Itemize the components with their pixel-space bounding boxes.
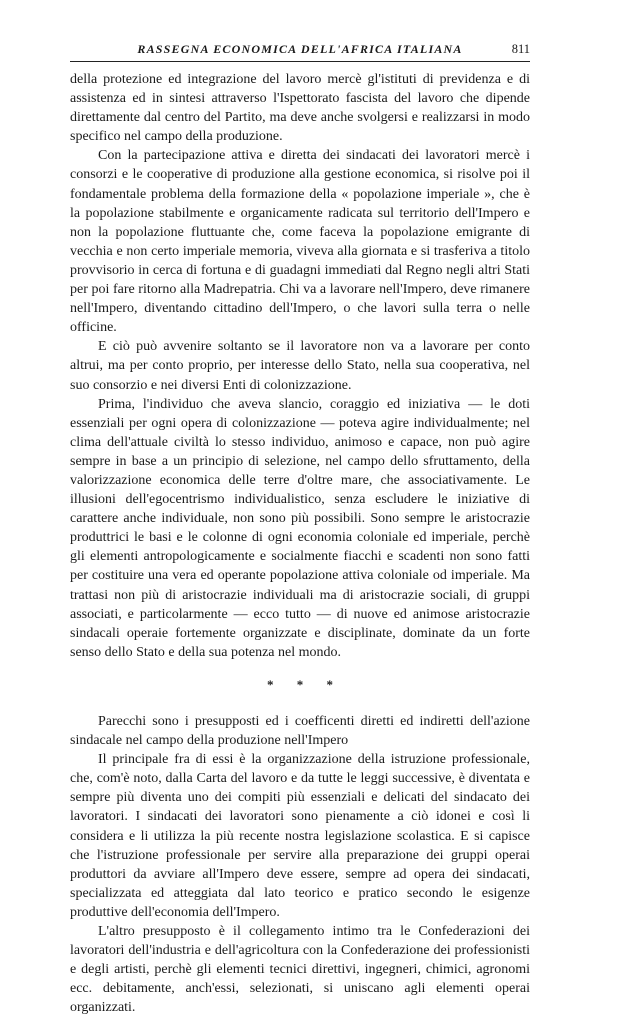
section-break-asterisks: * * * bbox=[267, 676, 343, 692]
paragraph: Prima, l'individuo che aveva slancio, coraggio ed iniziativa — le doti essenziali per ogni opera di colonizzazione — poteva agire individualmente; nel clima dell'attuale civiltà lo stesso individuo, animoso e capace, non può agire sempre in base a un principio di selezione, nel campo dello sfruttamento, della valorizzazione economica delle terre d'oltre mare, che associativamente. Le illusioni dell'egocentrismo individualistico, senza escludere le iniziative di carattere anche individuale, non sono più possibili. Sono sempre le aristocrazie produttrici le basi e le colonne di ogni economia coloniale ed imperiale, perchè gli elementi antropologicamente e socialmente fiacchi e scadenti non sono fatti per costituire una vera ed operante popolazione attiva coloniale od imperiale. Ma trattasi non più di aristocrazie individuali ma di aristocrazie sociali, di gruppi associati, e particolarmente — ecco tutto — di nuove ed animose aristocrazie sindacali operaie fortemente organizzate e disciplinate, dominate da un forte senso dello Stato e della sua potenza nel mondo. bbox=[70, 396, 530, 660]
paragraph-continuation: della protezione ed integrazione del lavoro mercè gl'istituti di previdenza e di assistenza ed in sintesi attraverso l'Ispettorato fascista del lavoro che dipende direttamente dal centro del Partito, ma deve anche svolgersi e realizzarsi in modo specifico nel campo della produzione. bbox=[70, 72, 530, 145]
header-rule bbox=[70, 61, 530, 62]
page-number: 811 bbox=[511, 42, 530, 56]
running-header bbox=[70, 40, 530, 62]
article-body bbox=[70, 70, 530, 1018]
paragraph: Il principale fra di essi è la organizzazione della istruzione professionale, che, com'è noto, dalla Carta del lavoro e da tutte le leggi successive, è diventata e sempre più diventa uno dei compiti più essenziali e delicati del sindacato dei lavoratori. I sindacati dei lavoratori sono pienamente a ciò idonei e così li considera e li utilizza la più recente nostra legislazione scolastica. E si capisce che l'istruzione professionale per servire alla preparazione dei gruppi operai produttori da avviare all'Impero deve essere, sempre ad opera dei sindacati, specializzata ed atteggiata dal lato teorico e pratico secondo le esigenze produttive dell'economia dell'Impero. bbox=[70, 752, 530, 920]
paragraph: E ciò può avvenire soltanto se il lavoratore non va a lavorare per conto altrui, ma per conto proprio, per interesse dello Stato, nella sua cooperativa, nel suo consorzio e nei diversi Enti di colonizzazione. bbox=[70, 339, 530, 393]
journal-title: RASSEGNA ECONOMICA DELL'AFRICA ITALIANA bbox=[137, 42, 463, 56]
paragraph: Parecchi sono i presupposti ed i coefficenti diretti ed indiretti dell'azione sindacale nel campo della produzione nell'Impero bbox=[70, 714, 530, 749]
paragraph: Con la partecipazione attiva e diretta dei sindacati dei lavoratori mercè i consorzi e le cooperative di produzione alla gestione economica, si risolve poi il fondamentale problema della formazione della « popolazione imperiale », che è la popolazione stabilmente e organicamente radicata sul territorio dell'Impero e non la popolazione fluttuante che, come faceva la popolazione emigrante di vecchia e non certo imperiale memoria, viveva alla giornata e si trasferiva a titolo provvisorio in cerca di fortuna e di guadagni immediati dal Regno negli altri Stati per poi fare ritorno alla Madrepatria. Chi va a lavorare nell'Impero, deve rimanere nell'Impero, diventando cittadino dell'Impero, o che lavori sulla terra o nelle officine. bbox=[70, 148, 530, 336]
paragraph: L'altro presupposto è il collegamento intimo tra le Confederazioni dei lavoratori dell'industria e dell'agricoltura con la Confederazione dei professionisti e degli artisti, perchè gli elementi tecnici direttivi, ingegneri, chimici, agronomi ecc. debitamente, anch'essi, selezionati, si uniscano agli elementi operai organizzati. bbox=[70, 924, 530, 1016]
